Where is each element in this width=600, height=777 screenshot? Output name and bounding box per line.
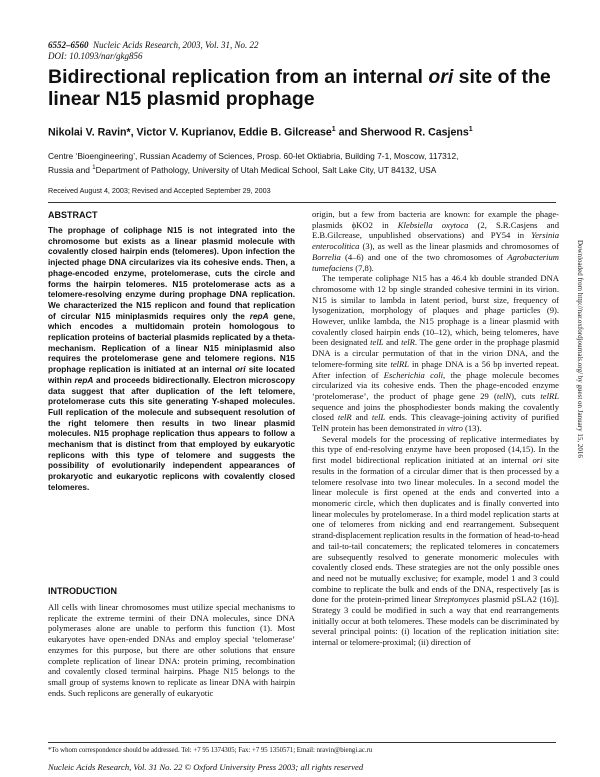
doi: DOI: 10.1093/nar/gkg856 [48,51,143,61]
introduction-heading: INTRODUCTION [48,586,117,596]
download-watermark: Downloaded from http://nar.oxfordjournals.org/ by guest on January 15, 2016 [576,240,584,458]
journal-footer: Nucleic Acids Research, Vol. 31 No. 22 © Oxford University Press 2003; all rights reserved [48,762,364,772]
paragraph: origin, but a few from bacteria are known: for example the phage-plasmids ϕKO2 in Klebsiella oxytoca (2, S.R.Casjens and E.B.Gilcrease, unpublished observations) and PY54 in Yersinia enterocolitica (3), as well as the linear plasmids and chromosomes of Borrelia (4–6) and one of the two chromosomes of Agrobacterium tumefaciens (7,8). [312,209,559,273]
right-column-text [312,209,559,648]
paragraph: Several models for the processing of replicative intermediates by this type of end-resolving enzyme have been proposed (14,15). In the first model bidirectional replication initiated at an internal ori site results in the formation of a circular dimer that is then processed by a telomere resolvase into two linear molecules. In a second model the linear molecule is first opened at the ends and converted into a monomeric circle, which then duplicates and is finally converted into linear molecules by protelomerase. In a third model replication starts at one of telomeres from nicking and end rearrangement. Subsequent strand-displacement replication results in the formation of head-to-head and tail-to-tail concatemers; the replicated telomeres in concatemers are subsequently resolved to generate monomeric molecules with covalently closed ends. These strategies are not the only possible ones and need not be mutually exclusive; for example, model 1 and 3 could combine to replicate the bulk and ends of the DNA, respectively [as is done for the protein-primed linear Streptomyces plasmid pSLA2 (16)]. Strategy 3 could be modified in such a way that end rearrangements initially occur at both telomeres. These models can be discriminated by several principal points: (i) location of the replication initiation site: internal or telomere-proximal; (ii) direction of [312,433,559,648]
introduction-text: All cells with linear chromosomes must utilize special mechanisms to replicate the extreme termini of their DNA molecules, since DNA polymerases alone are unable to perform this function (1). Most eukaryotes have open-ended DNAs and employ special ‘telomerase’ enzymes for this purpose, but there are other solutions that ensure complete replication of linear DNA: protein priming, recombination and covalently closed terminal hairpins. Phage N15 belongs to the small group of systems known to replicate as linear DNA with hairpin ends. Such replicons are generally of eukaryotic [48,602,295,698]
correspondence-footnote: *To whom correspondence should be addressed. Tel: +7 95 1374305; Fax: +7 95 1350571; Email: nravin@biengi.ac.ru [48,747,373,754]
citation: Nucleic Acids Research, 2003, Vol. 31, No. 22 [93,40,259,50]
affiliations: Centre ‘Bioengineering’, Russian Academy of Sciences, Prosp. 60-let Oktiabria, Building 7-1, Moscow, 117312, Russia and $^1$Department of Pathology, University of Utah Medical School, Salt Lake City, UT 84132, USA [48,151,459,175]
abstract-text: The prophage of coliphage N15 is not integrated into the chromosome but exists as a linear plasmid molecule with covalently closed hairpin ends (telomeres). Upon infection the injected phage DNA circularizes via its cohesive ends. Then, a phage-encoded enzyme, protelomerase, cuts the circle and forms the hairpin telomeres. N15 protelomerase acts as a telomere-resolving enzyme during prophage DNA replication. We characterized the N15 replicon and found that replication of circular N15 miniplasmids requires only the repA gene, which encodes a multidomain protein homologous to replication proteins of bacterial plasmids replicated by a theta-mechanism. Replication of a linear N15 miniplasmid also requires the protelomerase gene and telomere regions. N15 prophage replication is initiated at an internal ori site located within repA and proceeds bidirectionally. Electron microscopy data suggest that after duplication of the left telomere, protelomerase cuts this site generating Y-shaped molecules. Full replication of the molecule and subsequent resolution of the right telomere then results in two linear plasmid molecules. N15 prophage replication thus appears to follow a mechanism that is distinct from that employed by eukaryotic replicons with this type of telomere and suggests the possibility of evolutionarily independent appearances of prokaryotic and eukaryotic replicons with covalently closed telomeres. [48,226,296,492]
footnote-divider [48,742,556,743]
citation-line [48,40,258,51]
received-dates: Received August 4, 2003; Revised and Accepted September 29, 2003 [48,186,271,195]
paragraph: The temperate coliphage N15 has a 46.4 kb double stranded DNA chromosome with 12 bp single stranded cohesive termini in its virion. N15 is similar to lambda in latent period, burst size, frequency of lysogenization, morphology of plaques and phage particles (9). However, unlike lambda, the N15 prophage is a linear plasmid with covalently closed hairpin ends (10–12), which, being telomeres, have been designated telL and telR. The gene order in the prophage plasmid DNA is a circular permutation of that in the virion DNA, and the telomere-forming site telRL in phage DNA is a 56 bp inverted repeat. After infection of Escherichia coli, the phage molecule becomes circularized via its cohesive ends. Then the phage-encoded enzyme ‘protelomerase’, the product of phage gene 29 (telN), cuts telRL sequence and joins the phosphodiester bonds making the covalently closed telR and telL ends. This cleavage-joining activity of purified TelN protein has been demonstrated in vitro (13). [312,273,560,434]
download-link[interactable]: http://nar.oxfordjournals.org/ [576,292,584,375]
header-meta [48,40,258,62]
page-range: 6552–6560 [48,40,89,50]
header-divider [48,202,556,203]
article-title: Bidirectional replication from an internal ori site of the linear N15 plasmid prophage [48,66,551,110]
abstract-heading: ABSTRACT [48,210,98,220]
author-list: Nikolai V. Ravin*, Victor V. Kuprianov, Eddie B. Gilcrease$^1$ and Sherwood R. Casjens$^1$ [48,126,473,139]
